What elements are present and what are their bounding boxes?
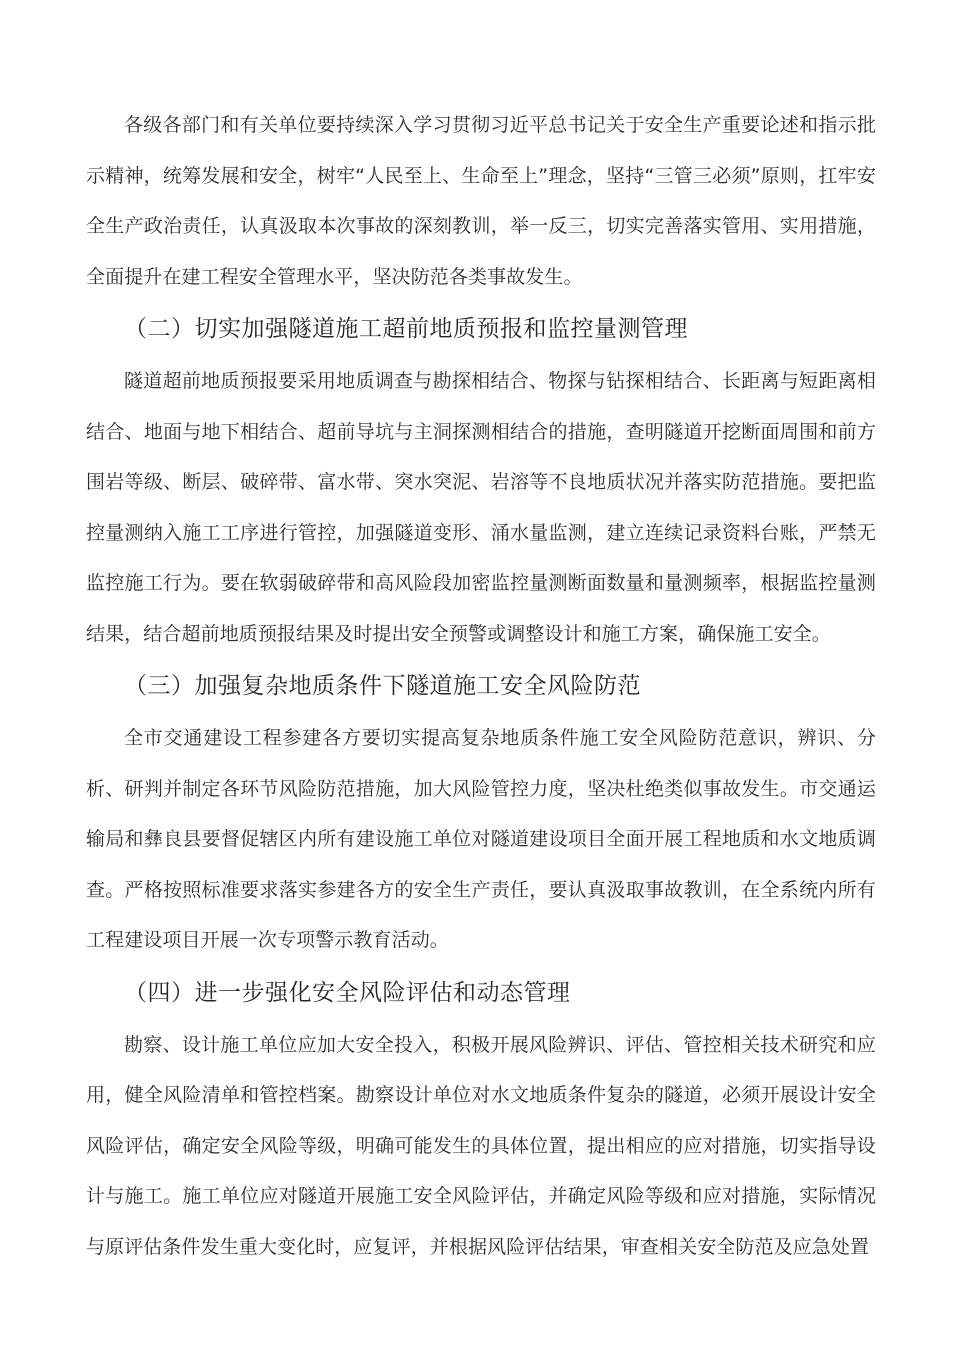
paragraph-section-4: 勘察、设计施工单位应加大安全投入，积极开展风险辨识、评估、管控相关技术研究和应用，健全风险清单和管控档案。勘察设计单位对水文地质条件复杂的隧道，必须开展设计安全风险评估，确定安全风险等级，明确可能发生的具体位置，提出相应的应对措施，切实指导设计与施工。施工单位应对隧道开展施工安全风险评估，并确定风险等级和应对措施，实际情况与原评估条件发生重大变化时，应复评，并根据风险评估结果，审查相关安全防范及应急处置: [86, 1033, 876, 1258]
paragraph-section-2: 隧道超前地质预报要采用地质调查与勘探相结合、物探与钻探相结合、长距离与短距离相结合、地面与地下相结合、超前导坑与主洞探测相结合的措施，查明隧道开挖断面周围和前方围岩等级、断层、破碎带、富水带、突水突泥、岩溶等不良地质状况并落实防范措施。要把监控量测纳入施工工序进行管控，加强隧道变形、涌水量监测，建立连续记录资料台账，严禁无监控施工行为。要在软弱破碎带和高风险段加密监控量测断面数量和量测频率，根据监控量测结果，结合超前地质预报结果及时提出安全预警或调整设计和施工方案，确保施工安全。: [86, 370, 876, 645]
paragraph-intro: 各级各部门和有关单位要持续深入学习贯彻习近平总书记关于安全生产重要论述和指示批示精神，统筹发展和安全，树牢“人民至上、生命至上”理念，坚持“三管三必须”原则，扛牢安全生产政治责任，认真汲取本次事故的深刻教训，举一反三，切实完善落实管用、实用措施，全面提升在建工程安全管理水平，坚决防范各类事故发生。: [86, 114, 876, 288]
section-heading-2: （二）切实加强隧道施工超前地质预报和监控量测管理: [124, 316, 688, 342]
paragraph-section-3: 全市交通建设工程参建各方要切实提高复杂地质条件施工安全风险防范意识，辨识、分析、研判并制定各环节风险防范措施，加大风险管控力度，坚决杜绝类似事故发生。市交通运输局和彝良县要督促辖区内所有建设施工单位对隧道建设项目全面开展工程地质和水文地质调查。严格按照标准要求落实参建各方的安全生产责任，要认真汲取事故教训，在全系统内所有工程建设项目开展一次专项警示教育活动。: [86, 727, 876, 951]
section-heading-4: （四）进一步强化安全风险评估和动态管理: [124, 979, 571, 1006]
section-heading-3: （三）加强复杂地质条件下隧道施工安全风险防范: [124, 673, 641, 699]
document-page: [86, 100, 876, 1272]
